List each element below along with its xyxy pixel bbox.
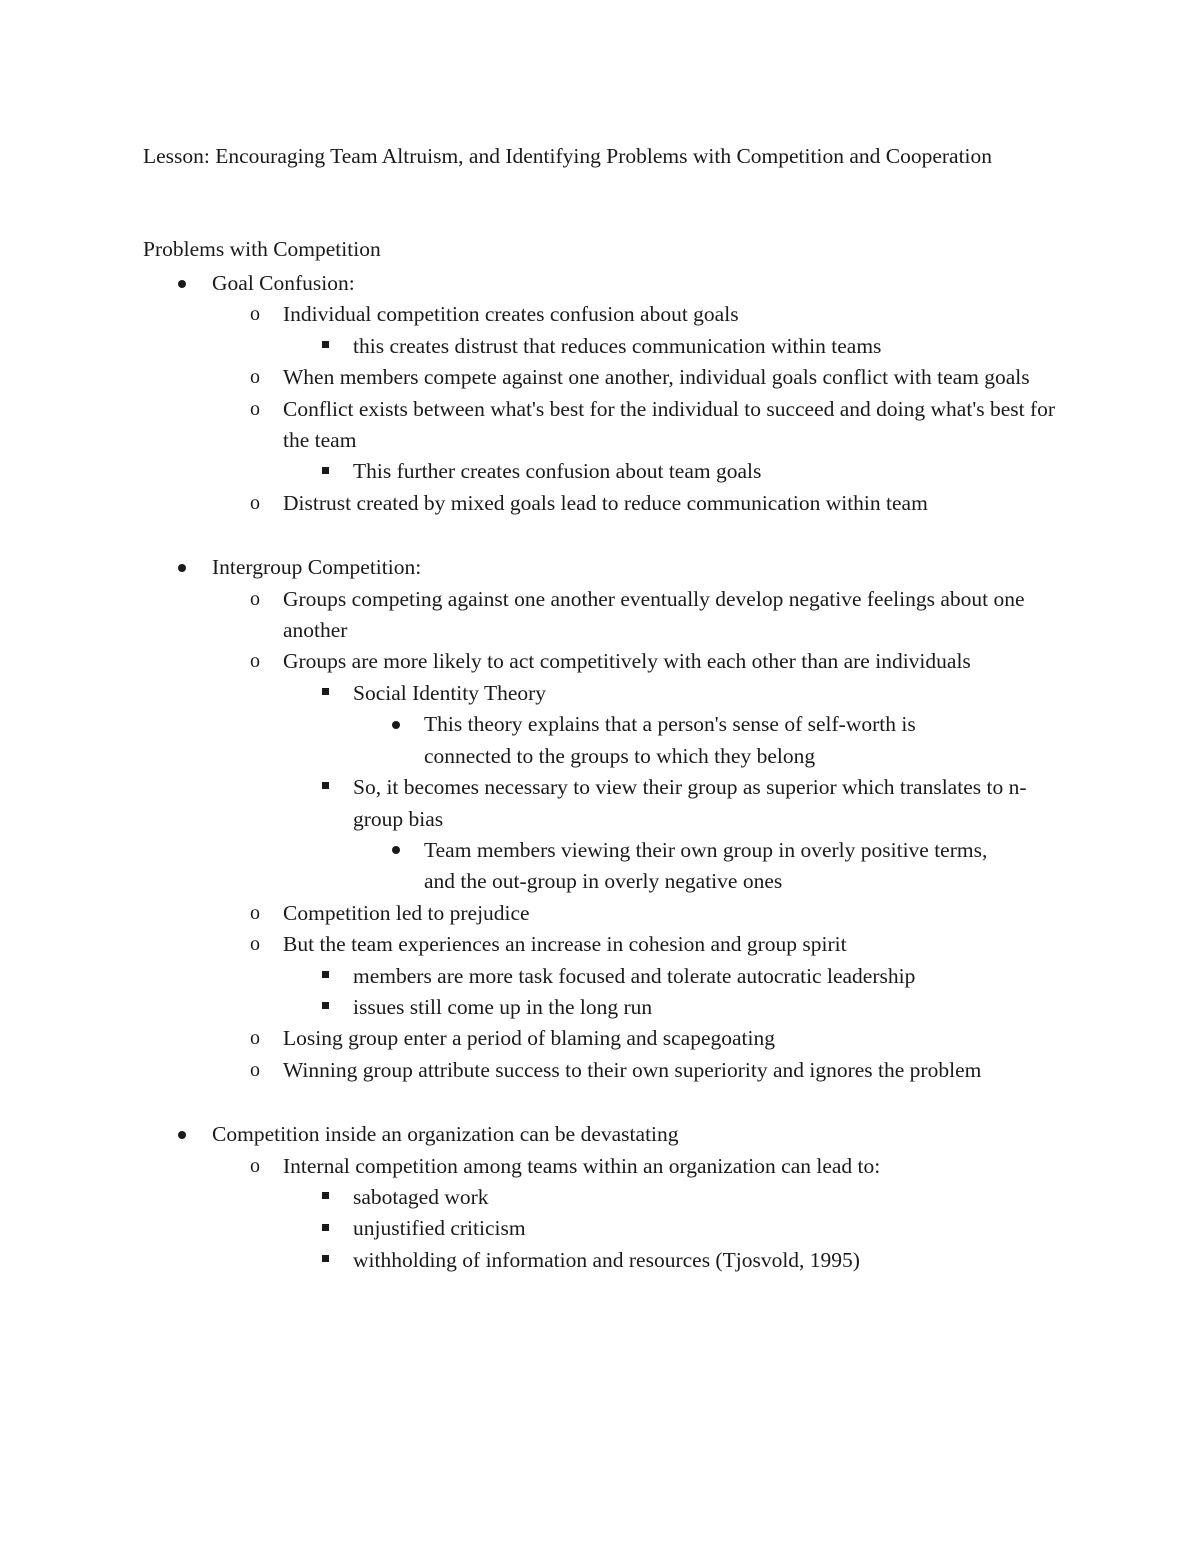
bullet-circle-icon: o xyxy=(250,933,260,956)
bullet-intergroup-competition xyxy=(0,552,1200,583)
sub-bullet xyxy=(0,1055,1200,1086)
bullet-text: When members compete against one another, individual goals conflict with team goals xyxy=(283,365,1030,390)
bullet-square-icon xyxy=(313,1213,337,1244)
bullet-text: Losing group enter a period of blaming and scapegoating xyxy=(283,1026,775,1051)
sub-bullet xyxy=(0,584,1200,647)
bullet-text: Conflict exists between what's best for the individual to succeed and doing what's best for the team xyxy=(283,396,1056,453)
bullet-text: Team members viewing their own group in overly positive terms, and the out-group in overly negative ones xyxy=(424,837,988,894)
bullet-goal-confusion xyxy=(0,268,1200,299)
bullet-text: So, it becomes necessary to view their group as superior which translates to n-group bias xyxy=(353,775,1027,831)
bullet-circle-icon: o xyxy=(250,1058,260,1081)
sub-sub-bullet xyxy=(0,331,1200,362)
bullet-square-icon xyxy=(313,678,337,709)
sub-sub-bullet xyxy=(0,1213,1200,1244)
bullet-text: members are more task focused and tolerate autocratic leadership xyxy=(353,963,916,988)
sub-sub-bullet xyxy=(0,992,1200,1023)
bullet-square-icon xyxy=(313,961,337,992)
spacer xyxy=(0,519,1200,552)
bullet-text: sabotaged work xyxy=(353,1184,489,1209)
sub-bullet xyxy=(0,362,1200,393)
bullet-square-icon xyxy=(313,456,337,487)
sub-bullet xyxy=(0,929,1200,960)
sub-sub-bullet xyxy=(0,456,1200,487)
sub-bullet xyxy=(0,488,1200,519)
lesson-title: Lesson: Encouraging Team Altruism, and Identifying Problems with Competition and Cooperation xyxy=(143,144,993,168)
bullet-text: Competition led to prejudice xyxy=(283,900,530,925)
bullet-disc-icon xyxy=(384,709,408,740)
sub-bullet xyxy=(0,299,1200,330)
bullet-circle-icon: o xyxy=(250,1154,260,1177)
bullet-text: Internal competition among teams within an organization can lead to: xyxy=(283,1153,881,1178)
sub-sub-sub-bullet xyxy=(0,835,1200,898)
bullet-disc-icon xyxy=(384,835,408,866)
sub-sub-bullet xyxy=(0,678,1200,709)
section-heading: Problems with Competition xyxy=(143,237,381,261)
bullet-disc-icon xyxy=(170,1119,194,1150)
sub-sub-bullet xyxy=(0,1182,1200,1213)
sub-bullet xyxy=(0,394,1200,457)
bullet-disc-icon xyxy=(170,268,194,299)
bullet-circle-icon: o xyxy=(250,366,260,389)
sub-sub-bullet xyxy=(0,1245,1200,1276)
bullet-organization-competition xyxy=(0,1119,1200,1150)
bullet-square-icon xyxy=(313,772,337,803)
bullet-circle-icon: o xyxy=(250,397,260,420)
bullet-text: Individual competition creates confusion about goals xyxy=(283,302,739,327)
bullet-text: This further creates confusion about team goals xyxy=(353,459,762,484)
bullet-text: this creates distrust that reduces communication within teams xyxy=(353,333,882,358)
sub-sub-sub-bullet xyxy=(0,709,1200,772)
bullet-text: Intergroup Competition: xyxy=(212,555,422,580)
bullet-text: unjustified criticism xyxy=(353,1216,526,1241)
bullet-text: Goal Confusion: xyxy=(212,271,355,295)
sub-bullet xyxy=(0,1023,1200,1054)
bullet-text: Groups are more likely to act competitively with each other than are individuals xyxy=(283,649,971,674)
spacer xyxy=(0,1086,1200,1119)
bullet-text: This theory explains that a person's sense of self-worth is connected to the groups to which they belong xyxy=(424,712,916,768)
bullet-square-icon xyxy=(313,1182,337,1213)
bullet-square-icon xyxy=(313,992,337,1023)
bullet-text: Groups competing against one another eventually develop negative feelings about one another xyxy=(283,586,1025,643)
bullet-text: issues still come up in the long run xyxy=(353,994,653,1019)
sub-bullet xyxy=(0,898,1200,929)
bullet-circle-icon: o xyxy=(250,303,260,326)
bullet-text: Social Identity Theory xyxy=(353,680,547,705)
outline-list xyxy=(0,268,1200,1276)
bullet-circle-icon: o xyxy=(250,491,260,514)
bullet-circle-icon: o xyxy=(250,587,260,610)
sub-sub-bullet xyxy=(0,772,1200,835)
bullet-text: withholding of information and resources (Tjosvold, 1995) xyxy=(353,1247,860,1272)
bullet-square-icon xyxy=(313,331,337,362)
bullet-circle-icon: o xyxy=(250,650,260,673)
sub-bullet xyxy=(0,646,1200,677)
bullet-disc-icon xyxy=(170,552,194,583)
bullet-square-icon xyxy=(313,1245,337,1276)
bullet-text: Distrust created by mixed goals lead to reduce communication within team xyxy=(283,490,928,515)
bullet-circle-icon: o xyxy=(250,1027,260,1050)
bullet-text: But the team experiences an increase in cohesion and group spirit xyxy=(283,932,847,957)
sub-sub-bullet xyxy=(0,961,1200,992)
bullet-circle-icon: o xyxy=(250,901,260,924)
bullet-text: Winning group attribute success to their own superiority and ignores the problem xyxy=(283,1057,982,1082)
bullet-text: Competition inside an organization can be devastating xyxy=(212,1122,679,1147)
sub-bullet xyxy=(0,1151,1200,1182)
